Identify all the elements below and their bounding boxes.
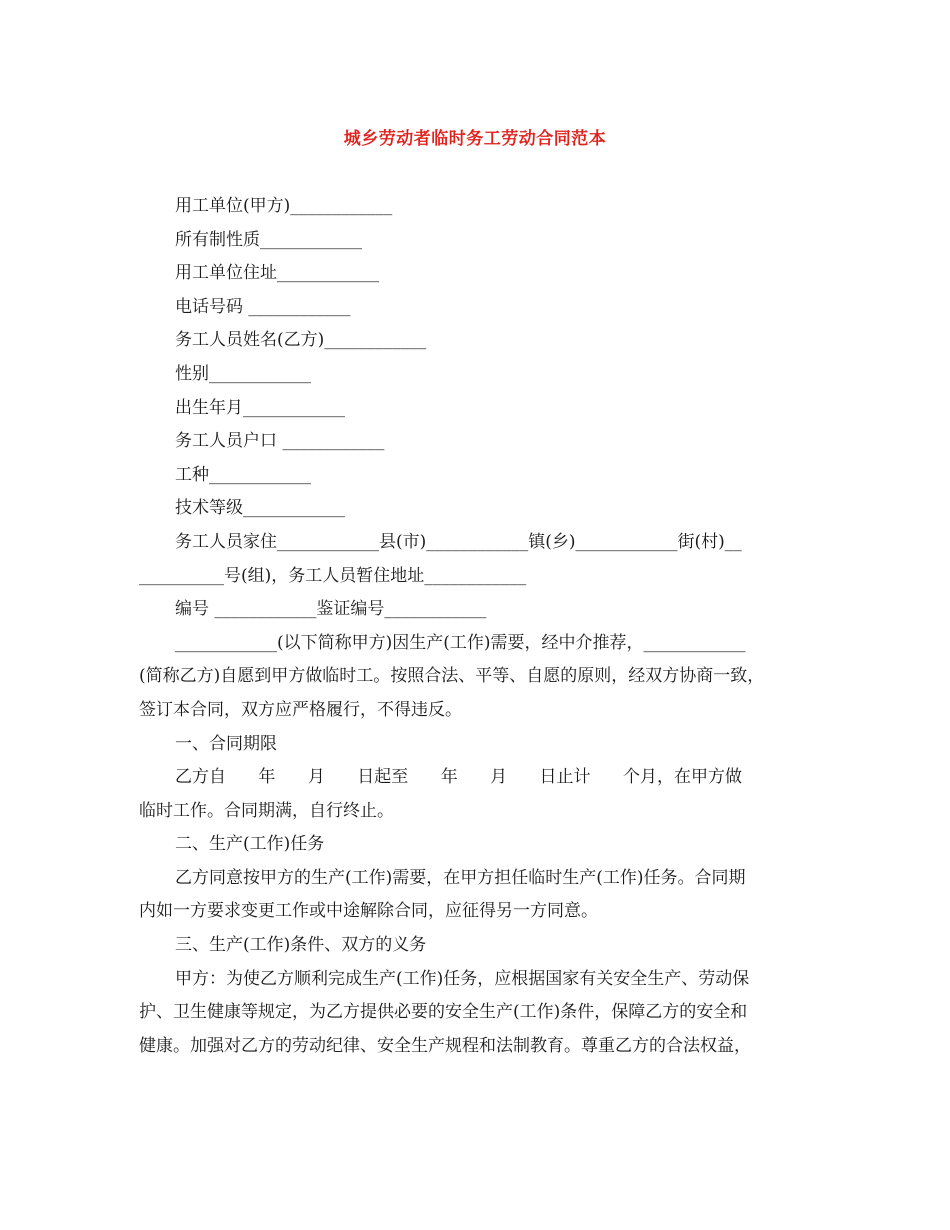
field-birth-date: 出生年月____________ — [175, 397, 345, 418]
field-ownership: 所有制性质____________ — [175, 229, 362, 250]
section-1-heading: 一、合同期限 — [175, 733, 277, 754]
field-gender: 性别____________ — [175, 363, 311, 384]
section-2-heading: 二、生产(工作)任务 — [175, 834, 325, 855]
field-worker-name: 务工人员姓名(乙方)____________ — [175, 330, 427, 351]
field-phone: 电话号码 ____________ — [175, 296, 351, 317]
field-skill-level: 技术等级____________ — [175, 498, 345, 519]
section-2-line-2: 内如一方要求变更工作或中途解除合同，应征得另一方同意。 — [139, 901, 598, 922]
field-employer: 用工单位(甲方)____________ — [175, 196, 393, 216]
section-3-line-3: 健康。加强对乙方的劳动纪律、安全生产规程和法制教育。尊重乙方的合法权益， — [139, 1035, 751, 1056]
address-line-1: 务工人员家住____________县(市)____________镇(乡)____________街(村)__ — [175, 531, 742, 552]
address-line-2: __________号(组)，务工人员暂住地址____________ — [139, 565, 527, 586]
section-3-heading: 三、生产(工作)条件、双方的义务 — [175, 935, 427, 956]
intro-line-2: (简称乙方)自愿到甲方做临时工。按照合法、平等、自愿的原则，经双方协商一致， — [139, 666, 765, 687]
section-3-line-1: 甲方：为使乙方顺利完成生产(工作)任务，应根据国家有关安全生产、劳动保 — [175, 968, 750, 989]
section-2-line-1: 乙方同意按甲方的生产(工作)需要，在甲方担任临时生产(工作)任务。合同期 — [175, 867, 746, 888]
intro-line-1: ____________(以下简称甲方)因生产(工作)需要，经中介推荐，____________ — [175, 632, 746, 653]
section-3-line-2: 护、卫生健康等规定，为乙方提供必要的安全生产(工作)条件，保障乙方的安全和 — [139, 1002, 748, 1023]
field-household: 务工人员户口 ____________ — [175, 431, 385, 452]
intro-line-3: 签订本合同，双方应严格履行，不得违反。 — [139, 699, 462, 720]
document-body — [139, 190, 813, 1063]
number-line: 编号 ____________鉴证编号____________ — [175, 599, 487, 620]
document-title: 城乡劳动者临时务工劳动合同范本 — [343, 129, 607, 149]
section-1-line-1: 乙方自 年 月 日起至 年 月 日止计 个月，在甲方做 — [175, 767, 742, 788]
field-employer-address: 用工单位住址____________ — [175, 263, 379, 284]
field-job-type: 工种____________ — [175, 464, 311, 485]
section-1-line-2: 临时工作。合同期满，自行终止。 — [139, 800, 394, 821]
